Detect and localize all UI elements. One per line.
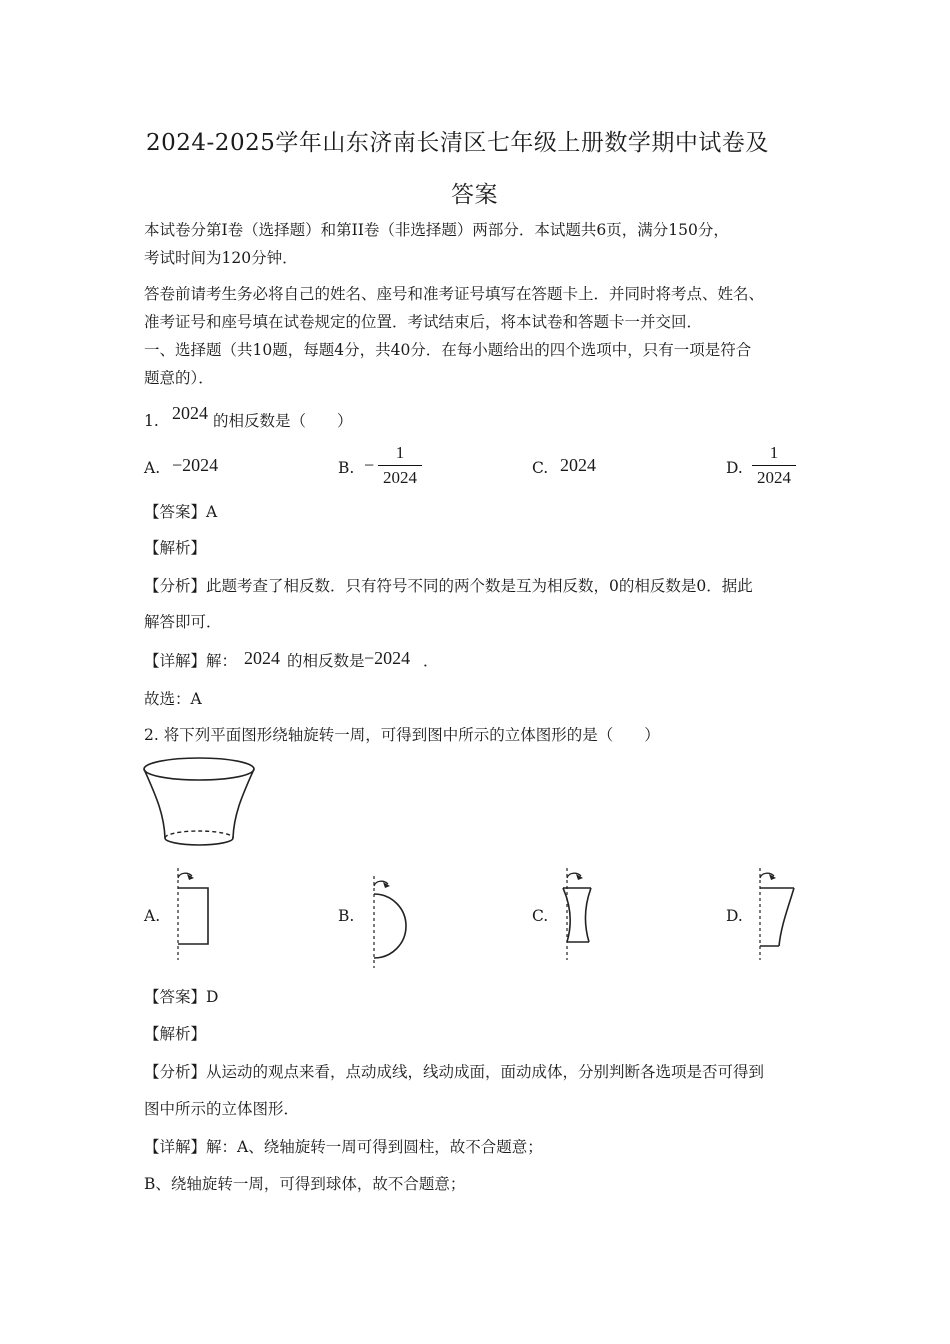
intro-line-5: 一、选择题（共10题，每题4分，共40分．在每小题给出的四个选项中，只有一项是符合 <box>144 341 752 359</box>
intro-line-6: 题意的）． <box>144 369 214 387</box>
fraction-bar <box>752 465 796 466</box>
q1-analysis-line-1: 【分析】此题考查了相反数．只有符号不同的两个数是互为相反数，0的相反数是0．据此 <box>144 577 753 595</box>
q2-analysis-line-2: 图中所示的立体图形． <box>144 1100 300 1118</box>
q1-option-c-label: C. <box>532 459 549 477</box>
q1-option-a-label: A. <box>144 459 161 477</box>
q1-detail-value-1: 2024 <box>244 648 280 668</box>
q2-analysis-heading: 【解析】 <box>144 1025 207 1043</box>
q1-detail-prefix: 【详解】解： <box>144 652 238 670</box>
document-title-line-2: 答案 <box>451 182 498 208</box>
q1-option-b-fraction <box>378 443 422 488</box>
document-title-line-1: 2024-2025学年山东济南长清区七年级上册数学期中试卷及 <box>146 130 769 156</box>
q1-stem: 的相反数是（ ） <box>213 412 353 430</box>
q2-option-a-label: A. <box>144 907 161 925</box>
intro-line-2: 考试时间为120分钟． <box>144 249 298 267</box>
q2-detail-line-1: 【详解】解：A、绕轴旋转一周可得到圆柱，故不合题意； <box>144 1138 543 1156</box>
q2-option-d-label: D. <box>726 907 743 925</box>
q1-option-d-numerator: 1 <box>769 443 779 462</box>
q1-option-a-value: −2024 <box>172 455 219 475</box>
intro-line-3: 答卷前请考生务必将自己的姓名、座号和准考证号填写在答题卡上．并同时将考点、姓名、 <box>144 285 765 303</box>
cup-solid-figure <box>140 752 260 852</box>
q2-option-d-profile-figure <box>748 866 804 962</box>
q1-detail-middle: 的相反数是 <box>287 652 365 670</box>
q1-detail-value-2: −2024 <box>364 648 411 668</box>
q1-number: 1. <box>144 412 159 430</box>
q1-answer: 【答案】A <box>144 503 218 521</box>
q2-option-b-semicircle-figure <box>362 874 422 970</box>
q2-stem: 2. 将下列平面图形绕轴旋转一周，可得到图中所示的立体图形的是（ ） <box>144 726 660 744</box>
q1-option-d-label: D. <box>726 459 743 477</box>
q1-detail-end: ． <box>423 652 439 670</box>
q1-option-d-fraction <box>752 443 796 488</box>
q1-option-b-numerator: 1 <box>395 443 405 462</box>
q1-option-b-denominator: 2024 <box>383 468 417 487</box>
q2-option-a-rectangle-figure <box>168 866 218 962</box>
fraction-bar <box>378 465 422 466</box>
q2-option-c-label: C. <box>532 907 549 925</box>
q1-value: 2024 <box>172 403 208 423</box>
q1-option-d-denominator: 2024 <box>757 468 791 487</box>
q2-option-b-label: B. <box>338 907 355 925</box>
q1-analysis-heading: 【解析】 <box>144 539 207 557</box>
q2-detail-line-2: B、绕轴旋转一周，可得到球体，故不合题意； <box>144 1175 466 1193</box>
intro-line-1: 本试卷分第I卷（选择题）和第II卷（非选择题）两部分．本试题共6页，满分150分， <box>144 221 729 239</box>
q2-analysis-line-1: 【分析】从运动的观点来看，点动成线，线动成面，面动成体，分别判断各选项是否可得到 <box>144 1063 765 1081</box>
q1-choose: 故选：A <box>144 690 202 708</box>
q1-option-b-sign: − <box>364 455 375 475</box>
q2-answer: 【答案】D <box>144 988 219 1006</box>
q1-option-b-label: B. <box>338 459 355 477</box>
q1-analysis-line-2: 解答即可． <box>144 613 222 631</box>
q1-option-c-value: 2024 <box>560 455 596 475</box>
q2-option-c-concave-figure <box>554 866 604 962</box>
intro-line-4: 准考证号和座号填在试卷规定的位置．考试结束后，将本试卷和答题卡一并交回． <box>144 313 703 331</box>
